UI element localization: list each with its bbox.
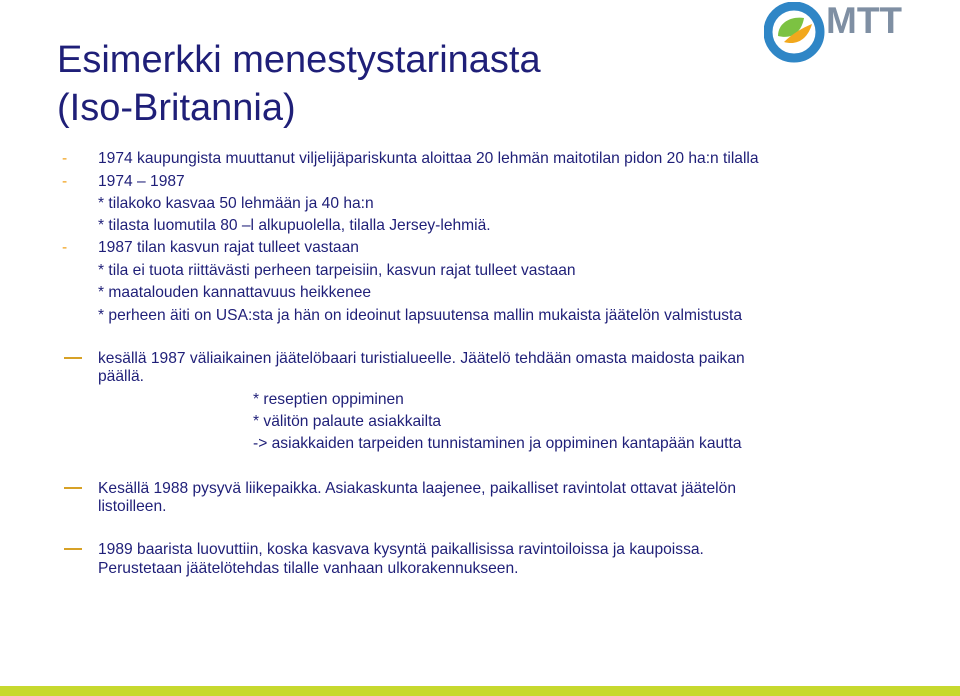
bullet-6-line-1: 1989 baarista luovuttiin, koska kasvava kysyntä paikallisissa ravintoiloissa ja kaupoissa. [98, 541, 704, 558]
bullet-long-dash [64, 487, 82, 489]
bottom-accent-bar [0, 686, 960, 696]
bullet-3-sub-1: * tila ei tuota riittävästi perheen tarpeisiin, kasvun rajat tulleet vastaan [98, 262, 576, 279]
bullet-3-text: 1987 tilan kasvun rajat tulleet vastaan [98, 239, 359, 256]
bullet-4-line-2: päällä. [98, 368, 144, 385]
bullet-dash: - [62, 150, 68, 167]
bullet-4-sub-3: -> asiakkaiden tarpeiden tunnistaminen ja oppiminen kantapään kautta [253, 435, 742, 452]
bullet-2-text: 1974 – 1987 [98, 173, 185, 190]
bullet-4-sub-2: * välitön palaute asiakkailta [253, 413, 442, 430]
bullet-3-sub-2: * maatalouden kannattavuus heikkenee [98, 284, 372, 301]
bullet-6-line-2: Perustetaan jäätelötehdas tilalle vanhaan ulkorakennukseen. [98, 560, 519, 577]
bullet-4-sub-1: * reseptien oppiminen [253, 391, 404, 408]
title-line-1: Esimerkki menestystarinasta [57, 39, 541, 81]
bullet-dash: - [62, 173, 68, 190]
bullet-5-line-1: Kesällä 1988 pysyvä liikepaikka. Asiakaskunta laajenee, paikalliset ravintolat ottavat jäätelön [98, 480, 736, 497]
bullet-2-sub-1: * tilakoko kasvaa 50 lehmään ja 40 ha:n [98, 195, 374, 212]
bullet-dash: - [62, 239, 68, 256]
bullet-4-line-1: kesällä 1987 väliaikainen jäätelöbaari turistialueelle. Jäätelö tehdään omasta maidosta paikan [98, 350, 745, 367]
bullet-5-line-2: listoilleen. [98, 498, 167, 515]
bullet-long-dash [64, 548, 82, 550]
bullet-1-text: 1974 kaupungista muuttanut viljelijäpariskunta aloittaa 20 lehmän maitotilan pidon 20 ha:n tilalla [98, 150, 759, 167]
bullet-3-sub-3: * perheen äiti on USA:sta ja hän on ideoinut lapsuutensa mallin mukaista jäätelön valmistusta [98, 307, 743, 324]
title-line-2: (Iso-Britannia) [57, 87, 296, 129]
page-title [57, 36, 541, 132]
bullet-long-dash [64, 357, 82, 359]
mtt-logo-text: MTT [826, 0, 903, 41]
bullet-2-sub-2: * tilasta luomutila 80 –l alkupuolella, tilalla Jersey-lehmiä. [98, 217, 491, 234]
